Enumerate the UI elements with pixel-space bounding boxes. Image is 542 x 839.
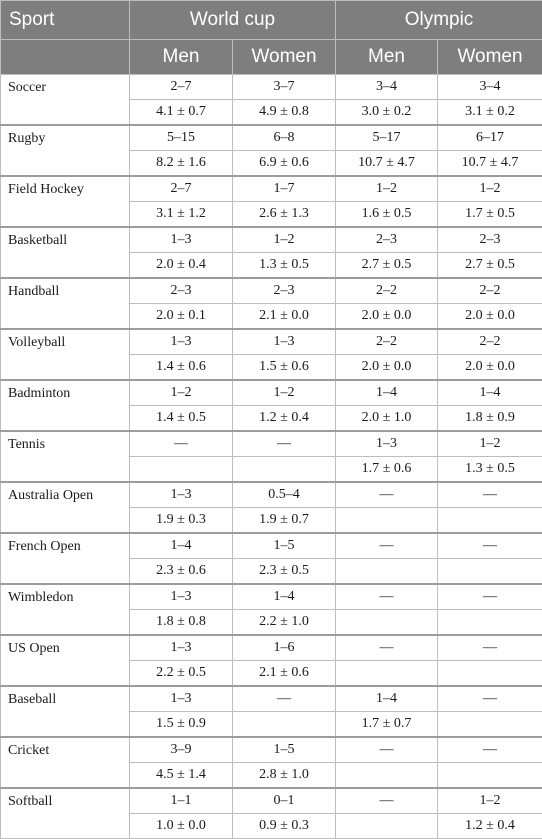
mean-cell-ol-men <box>336 508 438 534</box>
range-cell-ol-men: — <box>336 533 438 559</box>
range-cell-wc-women: 1–7 <box>233 176 336 202</box>
mean-cell-ol-women <box>438 610 542 636</box>
mean-cell-ol-women: 3.1 ± 0.2 <box>438 100 542 126</box>
table-row <box>1 533 542 559</box>
table-row <box>1 278 542 304</box>
header-wc-women: Women <box>233 40 336 75</box>
mean-cell-wc-men <box>130 457 233 483</box>
sport-name: Wimbledon <box>1 584 130 635</box>
range-cell-wc-women: 3–7 <box>233 75 336 100</box>
range-cell-ol-women: 2–3 <box>438 227 542 253</box>
sport-name: Rugby <box>1 125 130 176</box>
range-cell-ol-men: — <box>336 482 438 508</box>
mean-cell-wc-women: 0.9 ± 0.3 <box>233 814 336 839</box>
range-cell-ol-men: 1–2 <box>336 176 438 202</box>
mean-cell-ol-men: 1.7 ± 0.6 <box>336 457 438 483</box>
table-row <box>1 380 542 406</box>
mean-cell-wc-men: 8.2 ± 1.6 <box>130 151 233 177</box>
mean-cell-wc-men: 1.5 ± 0.9 <box>130 712 233 738</box>
table-row <box>1 482 542 508</box>
range-cell-wc-women: 1–5 <box>233 533 336 559</box>
sport-name: Softball <box>1 788 130 839</box>
range-cell-wc-women: 1–2 <box>233 380 336 406</box>
mean-cell-wc-men: 2.2 ± 0.5 <box>130 661 233 687</box>
table-body <box>1 75 542 839</box>
mean-cell-ol-men: 10.7 ± 4.7 <box>336 151 438 177</box>
range-cell-wc-men: 2–7 <box>130 75 233 100</box>
mean-cell-ol-men: 2.0 ± 0.0 <box>336 355 438 381</box>
range-cell-wc-men: 1–3 <box>130 329 233 355</box>
mean-cell-ol-women: 2.0 ± 0.0 <box>438 355 542 381</box>
sport-name: French Open <box>1 533 130 584</box>
range-cell-wc-men: — <box>130 431 233 457</box>
range-cell-wc-men: 1–3 <box>130 584 233 610</box>
range-cell-ol-women: 1–2 <box>438 431 542 457</box>
range-cell-ol-men: 1–3 <box>336 431 438 457</box>
range-cell-ol-men: 1–4 <box>336 686 438 712</box>
mean-cell-ol-women <box>438 661 542 687</box>
range-cell-ol-women: 6–17 <box>438 125 542 151</box>
range-cell-ol-men: 2–3 <box>336 227 438 253</box>
mean-cell-wc-men: 4.1 ± 0.7 <box>130 100 233 126</box>
range-cell-ol-women: 3–4 <box>438 75 542 100</box>
range-cell-wc-women: 1–5 <box>233 737 336 763</box>
mean-cell-ol-women: 1.8 ± 0.9 <box>438 406 542 432</box>
header-blank <box>1 40 130 75</box>
mean-cell-wc-men: 1.8 ± 0.8 <box>130 610 233 636</box>
mean-cell-wc-women: 2.6 ± 1.3 <box>233 202 336 228</box>
mean-cell-ol-women: 1.2 ± 0.4 <box>438 814 542 839</box>
range-cell-wc-men: 1–3 <box>130 635 233 661</box>
mean-cell-ol-men <box>336 814 438 839</box>
mean-cell-ol-men: 3.0 ± 0.2 <box>336 100 438 126</box>
mean-cell-wc-men: 2.0 ± 0.4 <box>130 253 233 279</box>
range-cell-wc-men: 1–3 <box>130 686 233 712</box>
header-ol-women: Women <box>438 40 542 75</box>
table-row <box>1 329 542 355</box>
table-row <box>1 176 542 202</box>
mean-cell-wc-women: 6.9 ± 0.6 <box>233 151 336 177</box>
range-cell-ol-women: 1–4 <box>438 380 542 406</box>
range-cell-wc-women: — <box>233 431 336 457</box>
sport-name: US Open <box>1 635 130 686</box>
mean-cell-wc-women: 2.2 ± 1.0 <box>233 610 336 636</box>
range-cell-wc-men: 1–3 <box>130 227 233 253</box>
sport-name: Basketball <box>1 227 130 278</box>
header-ol-men: Men <box>336 40 438 75</box>
range-cell-ol-women: — <box>438 584 542 610</box>
table-row <box>1 75 542 100</box>
table-row <box>1 227 542 253</box>
range-cell-ol-women: — <box>438 686 542 712</box>
range-cell-wc-men: 1–3 <box>130 482 233 508</box>
sport-name: Soccer <box>1 75 130 126</box>
range-cell-wc-women: 0–1 <box>233 788 336 814</box>
range-cell-ol-women: — <box>438 482 542 508</box>
mean-cell-ol-men <box>336 610 438 636</box>
range-cell-wc-women: 1–2 <box>233 227 336 253</box>
mean-cell-ol-women: 10.7 ± 4.7 <box>438 151 542 177</box>
range-cell-ol-women: 2–2 <box>438 278 542 304</box>
mean-cell-wc-men: 1.9 ± 0.3 <box>130 508 233 534</box>
mean-cell-wc-men: 3.1 ± 1.2 <box>130 202 233 228</box>
mean-cell-wc-women: 2.3 ± 0.5 <box>233 559 336 585</box>
range-cell-wc-men: 2–7 <box>130 176 233 202</box>
range-cell-wc-men: 3–9 <box>130 737 233 763</box>
sport-name: Cricket <box>1 737 130 788</box>
range-cell-wc-women: 2–3 <box>233 278 336 304</box>
table-row <box>1 584 542 610</box>
range-cell-ol-women: 2–2 <box>438 329 542 355</box>
mean-cell-wc-women: 2.1 ± 0.0 <box>233 304 336 330</box>
range-cell-wc-men: 1–2 <box>130 380 233 406</box>
sport-name: Handball <box>1 278 130 329</box>
mean-cell-ol-men <box>336 559 438 585</box>
range-cell-wc-men: 2–3 <box>130 278 233 304</box>
mean-cell-ol-women: 1.3 ± 0.5 <box>438 457 542 483</box>
range-cell-ol-men: — <box>336 788 438 814</box>
range-cell-ol-men: 5–17 <box>336 125 438 151</box>
range-cell-ol-men: 3–4 <box>336 75 438 100</box>
range-cell-wc-men: 1–4 <box>130 533 233 559</box>
range-cell-wc-women: 1–4 <box>233 584 336 610</box>
table-row <box>1 737 542 763</box>
mean-cell-wc-men: 2.3 ± 0.6 <box>130 559 233 585</box>
range-cell-ol-men: — <box>336 635 438 661</box>
mean-cell-ol-men: 2.7 ± 0.5 <box>336 253 438 279</box>
mean-cell-wc-men: 1.4 ± 0.6 <box>130 355 233 381</box>
header-sport: Sport <box>1 1 130 40</box>
mean-cell-ol-women <box>438 508 542 534</box>
sport-name: Tennis <box>1 431 130 482</box>
range-cell-ol-women: — <box>438 635 542 661</box>
mean-cell-ol-women: 1.7 ± 0.5 <box>438 202 542 228</box>
mean-cell-ol-women <box>438 559 542 585</box>
sport-name: Volleyball <box>1 329 130 380</box>
range-cell-ol-men: — <box>336 737 438 763</box>
table-row <box>1 788 542 814</box>
sport-name: Field Hockey <box>1 176 130 227</box>
mean-cell-ol-women <box>438 763 542 789</box>
header-wc-men: Men <box>130 40 233 75</box>
mean-cell-wc-women: 2.8 ± 1.0 <box>233 763 336 789</box>
mean-cell-wc-men: 1.4 ± 0.5 <box>130 406 233 432</box>
mean-cell-ol-men <box>336 763 438 789</box>
mean-cell-ol-men <box>336 661 438 687</box>
range-cell-wc-women: — <box>233 686 336 712</box>
range-cell-ol-men: 2–2 <box>336 278 438 304</box>
range-cell-ol-men: — <box>336 584 438 610</box>
range-cell-wc-women: 1–6 <box>233 635 336 661</box>
mean-cell-wc-women: 2.1 ± 0.6 <box>233 661 336 687</box>
mean-cell-wc-men: 2.0 ± 0.1 <box>130 304 233 330</box>
range-cell-ol-women: — <box>438 737 542 763</box>
mean-cell-wc-women: 4.9 ± 0.8 <box>233 100 336 126</box>
range-cell-wc-women: 6–8 <box>233 125 336 151</box>
mean-cell-ol-women: 2.7 ± 0.5 <box>438 253 542 279</box>
table-row <box>1 431 542 457</box>
sport-name: Australia Open <box>1 482 130 533</box>
range-cell-wc-women: 0.5–4 <box>233 482 336 508</box>
mean-cell-ol-women: 2.0 ± 0.0 <box>438 304 542 330</box>
header-world-cup: World cup <box>130 1 336 40</box>
mean-cell-wc-men: 4.5 ± 1.4 <box>130 763 233 789</box>
mean-cell-ol-men: 1.7 ± 0.7 <box>336 712 438 738</box>
mean-cell-ol-men: 1.6 ± 0.5 <box>336 202 438 228</box>
mean-cell-wc-men: 1.0 ± 0.0 <box>130 814 233 839</box>
range-cell-wc-men: 5–15 <box>130 125 233 151</box>
mean-cell-ol-men: 2.0 ± 1.0 <box>336 406 438 432</box>
mean-cell-ol-women <box>438 712 542 738</box>
table-row <box>1 635 542 661</box>
range-cell-wc-men: 1–1 <box>130 788 233 814</box>
range-cell-ol-women: 1–2 <box>438 788 542 814</box>
mean-cell-wc-women: 1.9 ± 0.7 <box>233 508 336 534</box>
mean-cell-wc-women: 1.5 ± 0.6 <box>233 355 336 381</box>
mean-cell-wc-women <box>233 457 336 483</box>
header-olympic: Olympic <box>336 1 542 40</box>
sport-name: Badminton <box>1 380 130 431</box>
mean-cell-wc-women <box>233 712 336 738</box>
mean-cell-ol-men: 2.0 ± 0.0 <box>336 304 438 330</box>
range-cell-ol-men: 2–2 <box>336 329 438 355</box>
range-cell-ol-women: 1–2 <box>438 176 542 202</box>
table-header <box>1 1 542 75</box>
table-row <box>1 125 542 151</box>
range-cell-ol-men: 1–4 <box>336 380 438 406</box>
mean-cell-wc-women: 1.2 ± 0.4 <box>233 406 336 432</box>
sport-name: Baseball <box>1 686 130 737</box>
range-cell-wc-women: 1–3 <box>233 329 336 355</box>
mean-cell-wc-women: 1.3 ± 0.5 <box>233 253 336 279</box>
range-cell-ol-women: — <box>438 533 542 559</box>
table-row <box>1 686 542 712</box>
